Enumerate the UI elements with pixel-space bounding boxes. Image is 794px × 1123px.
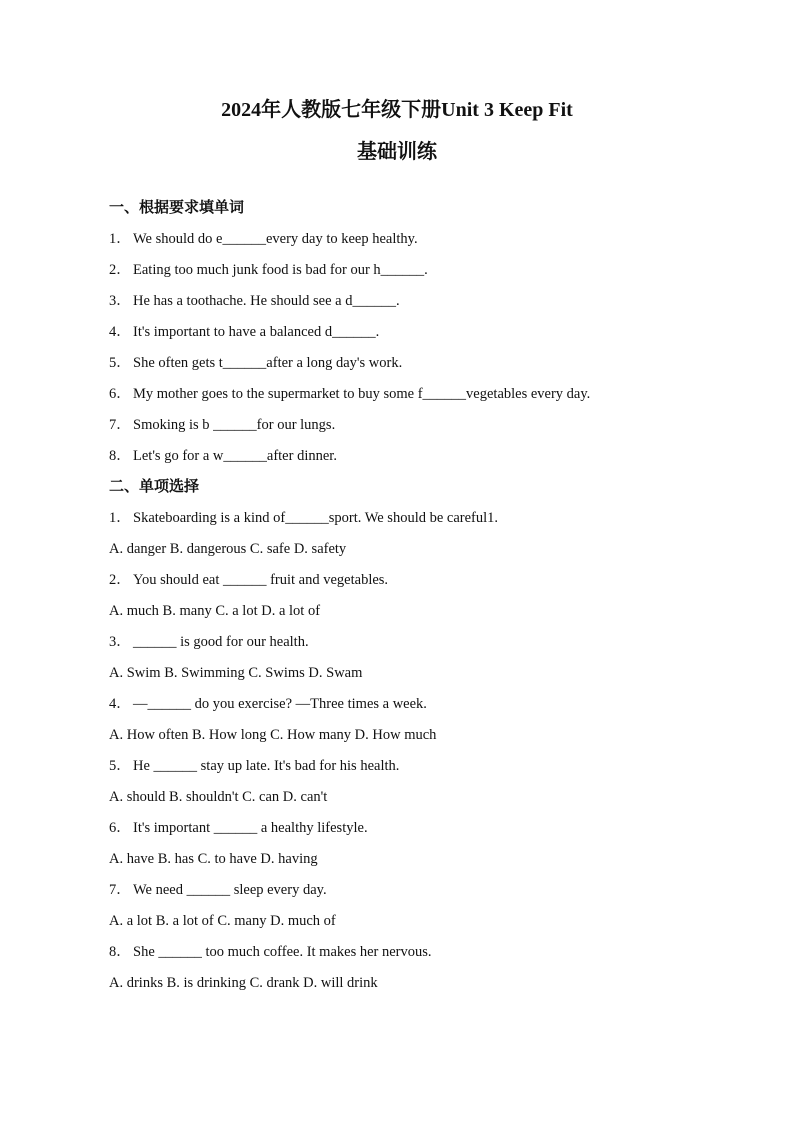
question-text: He ______ stay up late. It's bad for his health.	[133, 758, 400, 774]
section2-heading: 二、单项选择	[109, 479, 200, 495]
question-number: 3．	[109, 634, 131, 650]
question-number: 2．	[109, 572, 131, 588]
choice-question	[109, 755, 709, 786]
question-number: 4．	[109, 324, 131, 340]
question-text: We need ______ sleep every day.	[133, 882, 327, 898]
answer-options: A. much B. many C. a lot D. a lot of	[109, 603, 321, 619]
choice-question	[109, 941, 709, 972]
question-number: 7．	[109, 882, 131, 898]
question-text: She ______ too much coffee. It makes her nervous.	[133, 944, 432, 960]
question-number: 6．	[109, 820, 131, 836]
question-text: Eating too much junk food is bad for our h______.	[133, 262, 428, 278]
question-number: 6．	[109, 386, 131, 402]
answer-options: A. How often B. How long C. How many D. How much	[109, 727, 437, 743]
choice-question	[109, 507, 709, 538]
question-text: You should eat ______ fruit and vegetables.	[133, 572, 389, 588]
answer-options: A. drinks B. is drinking C. drank D. will drink	[109, 975, 378, 991]
document-subtitle: 基础训练	[357, 141, 437, 163]
question-text: We should do e______every day to keep healthy.	[133, 231, 418, 247]
question-number: 8．	[109, 448, 131, 464]
fill-in-question	[109, 321, 709, 352]
fill-in-question	[109, 228, 709, 259]
fill-in-question	[109, 445, 709, 476]
question-number: 8．	[109, 944, 131, 960]
question-text: ______ is good for our health.	[133, 634, 309, 650]
question-text: Let's go for a w______after dinner.	[133, 448, 337, 464]
answer-options: A. should B. shouldn't C. can D. can't	[109, 789, 328, 805]
question-text: Skateboarding is a kind of______sport. We should be careful1.	[133, 510, 499, 526]
fill-in-question	[109, 414, 709, 445]
question-text: He has a toothache. He should see a d______.	[133, 293, 400, 309]
fill-in-question	[109, 383, 709, 414]
question-number: 1．	[109, 510, 131, 526]
fill-in-question	[109, 352, 709, 383]
answer-options: A. Swim B. Swimming C. Swims D. Swam	[109, 665, 363, 681]
question-number: 5．	[109, 758, 131, 774]
question-text: She often gets t______after a long day's work.	[133, 355, 403, 371]
question-number: 5．	[109, 355, 131, 371]
section1-heading: 一、根据要求填单词	[109, 200, 245, 216]
fill-in-question	[109, 259, 709, 290]
question-text: My mother goes to the supermarket to buy some f______vegetables every day.	[133, 386, 591, 402]
choice-question	[109, 879, 709, 910]
question-number: 7．	[109, 417, 131, 433]
choice-question	[109, 693, 709, 724]
question-text: It's important ______ a healthy lifestyle.	[133, 820, 368, 836]
choice-question	[109, 569, 709, 600]
question-number: 3．	[109, 293, 131, 309]
document-title: 2024年人教版七年级下册Unit 3 Keep Fit	[221, 99, 573, 121]
question-number: 4．	[109, 696, 131, 712]
question-number: 2．	[109, 262, 131, 278]
choice-question	[109, 817, 709, 848]
choice-question	[109, 631, 709, 662]
answer-options: A. a lot B. a lot of C. many D. much of	[109, 913, 336, 929]
question-number: 1．	[109, 231, 131, 247]
answer-options: A. danger B. dangerous C. safe D. safety	[109, 541, 347, 557]
question-text: —______ do you exercise? —Three times a week.	[133, 696, 427, 712]
question-text: It's important to have a balanced d______.	[133, 324, 380, 340]
answer-options: A. have B. has C. to have D. having	[109, 851, 318, 867]
exercise-content	[109, 197, 709, 1003]
question-text: Smoking is b ______for our lungs.	[133, 417, 336, 433]
fill-in-question	[109, 290, 709, 321]
